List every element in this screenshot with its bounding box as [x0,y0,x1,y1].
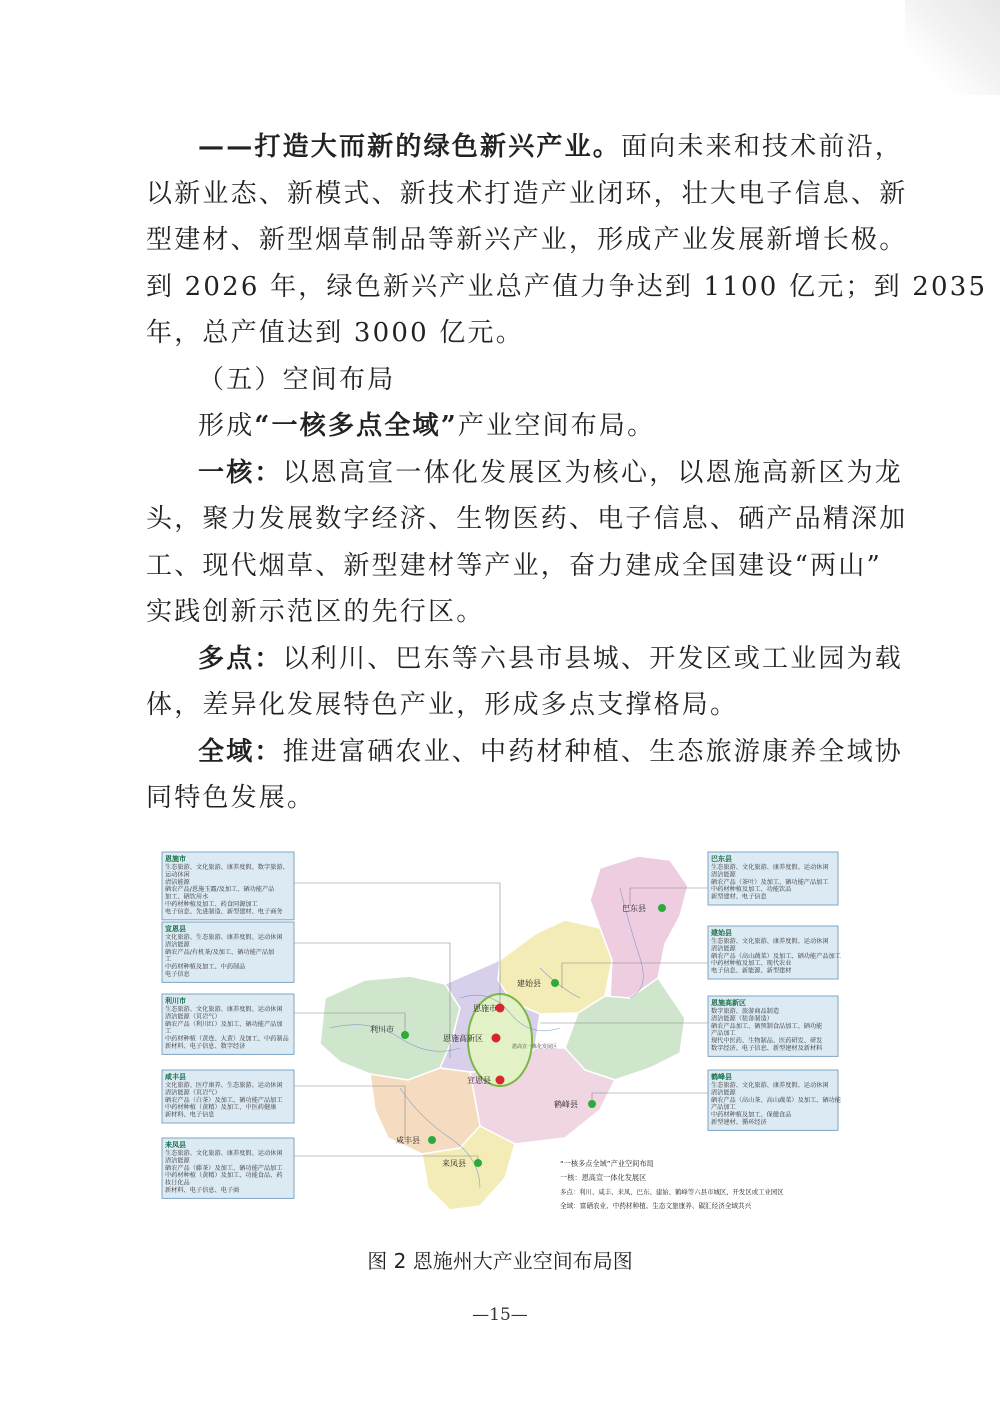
connector [592,1093,708,1103]
info-box-line: 新材料、电子信息 [165,1111,215,1119]
info-box-line: 清洁能源 [711,871,736,879]
info-box-line: 生态旅游、文化旅游、康养度假、运动休闲 [711,938,829,945]
marker-laifeng [474,1159,482,1167]
region-xianfeng [370,1068,480,1154]
legend-line: 全域：富硒农业、中药材种植、生态文旅康养、碳汇经济全域共兴 [560,1202,752,1210]
right-info-boxes [708,852,841,1130]
legend-line: 一核：恩高宣一体化发展区 [560,1173,647,1182]
label-lichuan: 利川市 [370,1025,394,1034]
label-laifeng: 来凤县 [442,1159,466,1168]
info-box-line: 中药材种植及加工、功能饮品 [711,886,792,894]
info-box-line: 电子信息、先进制造、新型建材、电子商务 [165,908,283,916]
info-box-line: 工 [165,1028,172,1036]
info-box-line: 妆日化品 [165,1179,190,1187]
paragraph-line [146,636,904,683]
info-box-line: 新型建材、循环经济 [711,1119,767,1126]
paragraph-line [146,124,904,171]
paragraph-line [146,403,858,450]
left-info-box [162,1138,294,1198]
right-info-box [708,852,838,905]
info-box-line: 硒农产品/有机茶/及加工、硒功能产品加 [165,948,275,956]
text-run: 面向未来和技术前沿， [621,132,904,162]
info-box-line: 清洁能源（页岩气） [165,1013,221,1021]
info-box-line: 生态旅游、文化旅游、康养度假、运动休闲 [165,1150,283,1157]
paragraph-line [146,450,904,497]
paragraph-line: 头，聚力发展数字经济、生物医药、电子信息、硒产品精深加 [146,504,908,534]
marker-xuanen [496,1076,505,1085]
paragraph-line: 年，总产值达到 3000 亿元。 [146,318,524,348]
info-box-title: 恩施市 [165,855,186,863]
info-box-title: 巴东县 [711,855,732,863]
body-text [146,124,988,822]
label-badong: 巴东县 [622,904,646,913]
text-run: 以恩高宣一体化发展区为核心，以恩施高新区为龙 [282,457,904,488]
info-box-line: 运动休闲 [165,871,190,879]
marker-hefeng [588,1100,596,1108]
info-box-line: 文化旅游、生态旅游、康养度假、运动休闲 [165,934,283,941]
info-box-line: 中药材种植及加工、现代农业 [711,960,792,968]
info-box-title: 来凤县 [165,1141,186,1149]
info-box-line: 硒农产品（高山茶、高山蔬菜）及加工、硒功能 [711,1096,841,1104]
info-box-line: 工 [165,956,172,964]
right-info-box [708,1070,841,1130]
info-box-line: 硒农产品加工、硒预制食品加工、硒功能 [711,1022,823,1030]
label-xuanen: 宣恩县 [467,1076,491,1085]
info-box-line: 中药材种植（黄精）及加工、功能食品、药 [165,1172,283,1180]
label-enshi: 恩施市 [473,1004,497,1013]
info-box-line: 生态旅游、文化旅游、康养度假、运动休闲 [165,1006,283,1013]
info-box-line: 生态旅游、文化旅游、康养度假、运动休闲 [711,1082,829,1089]
info-box-line: 产品加工 [711,1104,736,1112]
bold-lead: 多点： [198,643,283,674]
info-box-line: 数字经济、电子信息、新型建材及新材料 [711,1045,823,1052]
info-box-line: 生态旅游、文化旅游、康养度假、运动休闲 [711,864,829,871]
paragraph-line: 型建材、新型烟草制品等新兴产业，形成产业发展新增长极。 [146,225,908,255]
legend-line: 多点：利川、咸丰、来凤、巴东、建始、鹤峰等六县市城区、开发区或工业园区 [560,1188,784,1196]
text-run: 产业空间布局。 [457,411,656,441]
map-legend [560,1159,784,1210]
bold-phrase: “一核多点全域” [254,411,458,441]
marker-lichuan [401,1031,409,1039]
paragraph-line: 体，差异化发展特色产业，形成多点支撑格局。 [146,690,739,720]
info-box-line: 清洁能源 [711,945,736,953]
page-corner-shadow [905,0,1000,95]
label-core-zone: 恩高宣一体化发展区 [512,1044,558,1050]
info-box-line: 加工、硒饮用水 [165,893,209,901]
label-hefeng: 鹤峰县 [554,1100,578,1109]
left-info-box [162,852,294,920]
label-gaoxin: 恩施高新区 [443,1034,483,1043]
info-box-line: 硒农产品（利川红）及加工、硒功能产品加 [165,1020,283,1028]
info-box-line: 产品加工 [711,1030,736,1038]
info-box-line: 清洁能源 [165,1157,190,1165]
left-info-box [162,994,294,1054]
label-jianshi: 建始县 [517,979,541,988]
info-box-line: 新材料、电子信息、电子商 [165,1187,240,1194]
left-info-box [162,922,294,982]
text-run: 以利川、巴东等六县市县城、开发区或工业园为载 [282,643,904,674]
marker-jianshi [551,979,559,987]
info-box-line: 中药材种植（黄精）及加工、中医药健康 [165,1104,277,1112]
marker-xianfeng [428,1136,436,1144]
info-box-line: 文化旅游、医疗康养、生态旅游、运动休闲 [165,1082,283,1089]
paragraph-line: 到 2026 年，绿色新兴产业总产值力争达到 1100 亿元；到 2035 [146,271,988,302]
bold-lead: 全域： [198,736,283,767]
info-box-line: 硒农产品（白茶）及加工、硒功能产品加工 [165,1096,283,1104]
paragraph-line: 工、现代烟草、新型建材等产业，奋力建成全国建设“两山” [146,550,882,581]
info-box-title: 利川市 [165,997,186,1005]
info-box-line: 硒农产品（茶叶）及加工、硒功能产品加工 [711,878,829,886]
left-info-boxes [162,852,294,1198]
marker-gaoxin [492,1034,501,1043]
bold-lead: 一核： [198,457,283,488]
industry-layout-map [160,848,840,1218]
info-box-line: 生态旅游、文化旅游、康养度假、数字旅游、 [165,864,289,871]
paragraph-line: 以新业态、新模式、新技术打造产业闭环，壮大电子信息、新 [146,178,908,209]
info-box-line: 中药材种植及加工、保健食品 [711,1111,792,1119]
figure-caption: 图 2 恩施州大产业空间布局图 [367,1249,633,1273]
paragraph-line: 实践创新示范区的先行区。 [146,597,485,627]
right-info-box [708,996,838,1056]
info-box-title: 咸丰县 [165,1073,186,1081]
info-box-line: 硒农产品/恩施玉露/及加工、硒功能产品 [165,886,275,894]
info-box-title: 宣恩县 [165,925,186,933]
info-box-line: 新型建材、电子信息 [711,893,767,901]
info-box-line: 清洁能源（页岩气） [165,1089,221,1097]
info-box-line: 清洁能源 [711,1089,736,1097]
info-box-line: 清洁能源（装备制造） [711,1015,773,1023]
info-box-line: 清洁能源 [165,941,190,949]
label-xianfeng: 咸丰县 [396,1136,420,1145]
legend-title: “一核多点全域”产业空间布局 [560,1159,654,1168]
text-run: 推进富硒农业、中药材种植、生态旅游康养全域协 [282,736,904,767]
paragraph-line: 同特色发展。 [146,783,316,813]
section-heading: （五）空间布局 [198,364,396,395]
info-box-title: 建始县 [711,929,732,937]
info-box-line: 中药材种植（黄连、大黄）及加工、中药制品 [165,1035,289,1043]
bold-lead: ——打造大而新的绿色新兴产业。 [198,132,622,162]
page-number: —15— [472,1305,528,1325]
info-box-title: 鹤峰县 [711,1073,732,1081]
info-box-line: 中药材种植及加工、药食同源加工 [165,901,258,908]
right-info-box [708,926,841,979]
paragraph-line [146,729,904,776]
info-box-line: 现代中医药、生物制品、医药研发、研发 [711,1037,823,1045]
info-box-line: 清洁能源 [165,878,190,886]
info-box-line: 电子信息、新能源、新型建材 [711,967,792,975]
info-box-line: 电子信息 [165,971,190,978]
marker-badong [658,904,666,912]
left-info-box [162,1070,294,1123]
info-box-line: 硒农产品（高山蔬菜）及加工、硒功能产品加工 [711,952,841,960]
info-box-title: 恩施高新区 [711,999,746,1007]
info-box-line: 数字旅游、旅游商品制造 [711,1008,780,1015]
text-run: 形成 [198,411,255,441]
info-box-line: 硒农产品（藤茶）及加工、硒功能产品加工 [165,1164,283,1172]
info-box-line: 新材料、电子信息、数字经济 [165,1043,246,1050]
info-box-line: 中药材种植及加工、中药制品 [165,963,246,971]
